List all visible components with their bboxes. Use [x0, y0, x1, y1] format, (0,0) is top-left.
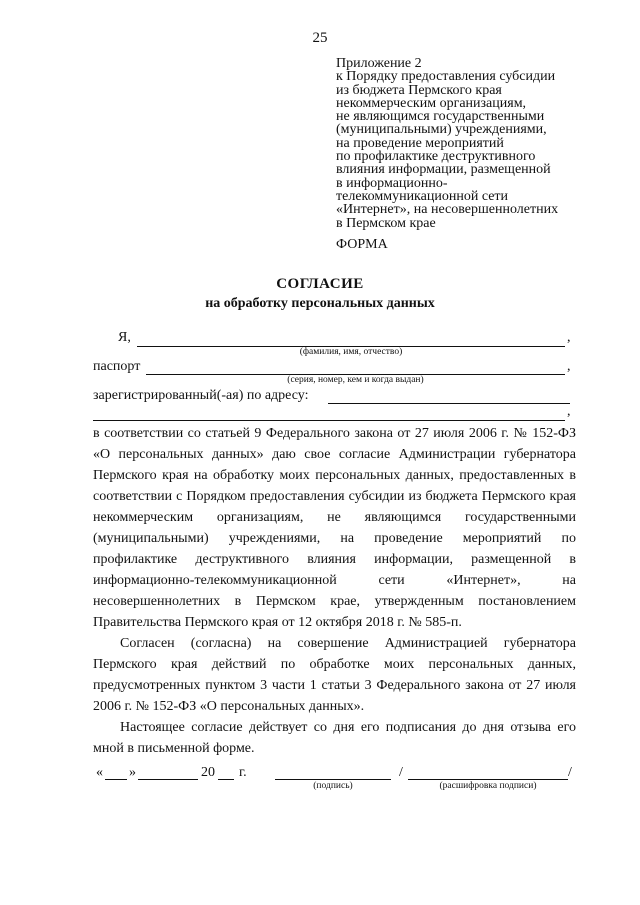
document-title: СОГЛАСИЕ — [276, 276, 364, 292]
form-label: ФОРМА — [336, 237, 388, 252]
appendix-line: из бюджета Пермского края — [336, 82, 502, 98]
year-prefix: 20 — [201, 765, 215, 780]
name-label: Я, — [118, 330, 131, 345]
appendix-line: на проведение мероприятий — [336, 135, 504, 151]
appendix-line: не являющимся государственными — [336, 109, 545, 125]
slash: / — [568, 765, 572, 780]
consent-body — [93, 423, 576, 759]
consent-paragraph: Согласен (согласна) на совершение Администрацией губернатора Пермского края действий по обработке моих персональных данных, предусмотренных пунктом 3 части 1 статьи 3 Федерального закона от 27 июля 2006 г. № 152-ФЗ «О персональных данных». — [93, 636, 576, 714]
passport-label: паспорт — [93, 359, 141, 374]
appendix-line: телекоммуникационной сети — [336, 188, 509, 204]
consent-paragraph: Настоящее согласие действует со дня его подписания до дня отзыва его мной в письменной форме. — [93, 720, 576, 756]
address-field-line[interactable] — [328, 403, 570, 404]
signature-caption: (подпись) — [313, 781, 353, 791]
appendix-line: к Порядку предоставления субсидии — [336, 69, 556, 85]
year-suffix: г. — [239, 765, 247, 780]
appendix-line: некоммерческим организациям, — [336, 95, 527, 111]
appendix-line: по профилактике деструктивного — [336, 149, 536, 165]
appendix-line: Приложение 2 — [336, 56, 422, 71]
appendix-line: влияния информации, размещенной — [336, 162, 551, 178]
address-label: зарегистрированный(-ая) по адресу: — [93, 388, 309, 403]
document-subtitle: на обработку персональных данных — [205, 296, 435, 311]
decoding-caption: (расшифровка подписи) — [439, 781, 537, 791]
appendix-line: в Пермском крае — [336, 215, 436, 231]
decoding-field-line[interactable] — [408, 779, 568, 780]
day-field-line[interactable] — [105, 779, 127, 780]
signature-field-line[interactable] — [275, 779, 391, 780]
month-field-line[interactable] — [138, 779, 198, 780]
appendix-line: «Интернет», на несовершеннолетних — [336, 202, 559, 218]
slash: / — [399, 765, 403, 780]
address-field-line-2[interactable] — [93, 420, 565, 421]
date-close-quote: » — [129, 765, 136, 780]
comma: , — [567, 404, 571, 419]
appendix-line: (муниципальными) учреждениями, — [336, 122, 547, 138]
page-number: 25 — [312, 30, 328, 46]
appendix-line: в информационно- — [336, 175, 448, 191]
date-open-quote: « — [96, 765, 103, 780]
name-caption: (фамилия, имя, отчество) — [299, 347, 403, 357]
passport-caption: (серия, номер, кем и когда выдан) — [287, 375, 424, 385]
comma: , — [567, 359, 571, 374]
appendix-block — [336, 57, 586, 230]
consent-paragraph: в соответствии со статьей 9 Федерального закона от 27 июля 2006 г. № 152-ФЗ «О персональных данных» даю свое согласие Администрации губернатора Пермского края на обработку моих персональных данных, предоставленных в соответствии с Порядком предоставления субсидии из бюджета Пермского края некоммерческим организациям, не являющимся государственными (муниципальными) учреждениями, на проведение мероприятий по профилактике деструктивного влияния информации, размещенной в информационно-телекоммуникационной сети «Интернет», на несовершеннолетних в Пермском крае, утвержденным постановлением Правительства Пермского края от 12 октября 2018 г. № 585-п. — [93, 426, 576, 630]
comma: , — [567, 330, 571, 345]
year-field-line[interactable] — [218, 779, 234, 780]
